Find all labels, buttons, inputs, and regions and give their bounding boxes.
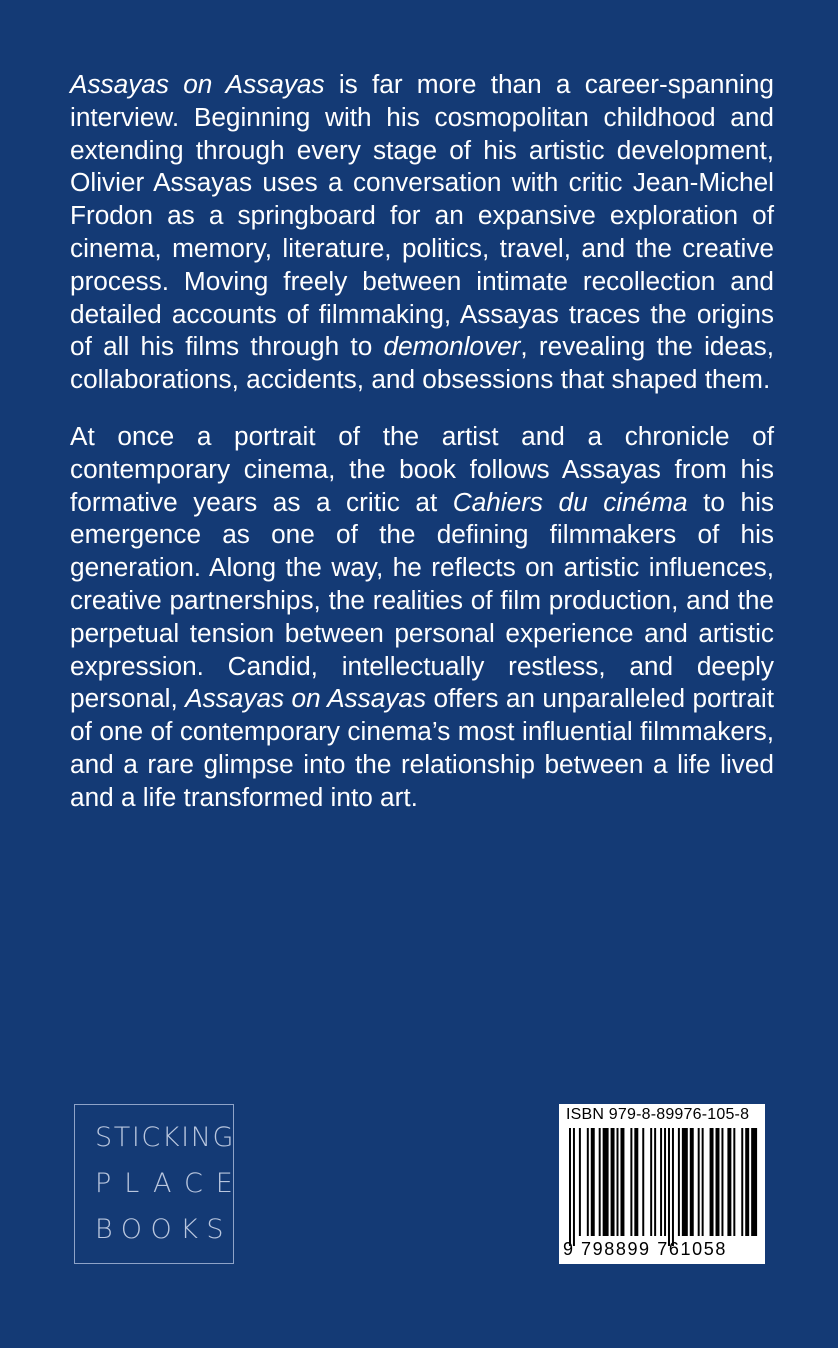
barcode-digits: 798899 761058 (581, 1239, 727, 1259)
barcode-bar (630, 1128, 632, 1236)
barcode-bar (710, 1128, 714, 1236)
barcode-bar (716, 1128, 720, 1236)
barcode-bar (672, 1128, 674, 1246)
barcode-bar (617, 1128, 619, 1236)
back-cover-blurb (70, 68, 774, 838)
barcode-bar (599, 1128, 601, 1236)
barcode-bar (698, 1128, 700, 1236)
blurb-paragraph-1: Assayas on Assayas is far more than a career-spanning interview. Beginning with his cosmopolitan childhood and extending through every stage of his artistic development, Olivier Assayas uses a conversation with critic Jean-Michel Frodon as a springboard for an expansive exploration of cinema, memory, literature, politics, travel, and the creative process. Moving freely between intimate recollection and detailed accounts of filmmaking, Assayas traces the origins of all his films through to demonlover, revealing the ideas, collaborations, accidents, and obsessions that shaped them. (70, 69, 774, 395)
barcode-first-digit: 9 (563, 1239, 574, 1259)
barcode-bar (727, 1128, 731, 1236)
film-title: demonlover (383, 331, 521, 362)
barcode-bar (603, 1128, 609, 1236)
barcode-bar (573, 1128, 575, 1246)
barcode-bar (569, 1128, 571, 1246)
barcode-bar (678, 1128, 680, 1236)
publisher-logo (74, 1104, 246, 1264)
barcode-bar (650, 1128, 652, 1236)
barcode-bar (741, 1128, 743, 1236)
magazine-title: Cahiers du cinéma (452, 486, 688, 517)
barcode-bar (682, 1128, 688, 1236)
barcode-bar (733, 1128, 735, 1236)
barcode-bar (654, 1128, 656, 1236)
barcode-bar (751, 1128, 757, 1236)
barcode-bar (634, 1128, 638, 1236)
logo-line-1: STICKING (95, 1122, 236, 1153)
barcode-bar (620, 1128, 624, 1236)
barcode-bar (690, 1128, 694, 1236)
barcode-bar (745, 1128, 749, 1236)
blurb-paragraph-2: At once a portrait of the artist and a chronicle of contemporary cinema, the book follows Assayas from his formative years as a critic at Cahiers du cinéma to his emergence as one of the defining filmmakers of his generation. Along the way, he reflects on artistic influences, creative partnerships, the realities of film production, and the perpetual tension between personal experience and artistic expression. Candid, intellectually restless, and deeply personal, Assayas on Assayas offers an unparalleled portrait of one of contemporary cinema’s most influential filmmakers, and a rare glimpse into the relationship between a life lived and a life transformed into art. (70, 420, 774, 812)
barcode-bar (611, 1128, 615, 1236)
logo-line-2: PLACE (95, 1168, 246, 1199)
book-title: Assayas on Assayas (70, 69, 325, 99)
barcode-bar (668, 1128, 670, 1246)
book-title: Assayas on Assayas (185, 683, 427, 714)
barcode-bar (591, 1128, 595, 1236)
barcode-bar (642, 1128, 644, 1236)
isbn-label: ISBN 979-8-89976-105-8 (566, 1106, 750, 1123)
barcode-bar (587, 1128, 589, 1236)
isbn-barcode (559, 1104, 765, 1264)
barcode-bar (664, 1128, 666, 1236)
barcode-bar (579, 1128, 581, 1236)
logo-line-3: BOOKS (95, 1214, 233, 1245)
barcode-bars (569, 1128, 759, 1248)
barcode-bar (702, 1128, 704, 1236)
barcode-bar (660, 1128, 662, 1236)
barcode-bar (721, 1128, 723, 1236)
